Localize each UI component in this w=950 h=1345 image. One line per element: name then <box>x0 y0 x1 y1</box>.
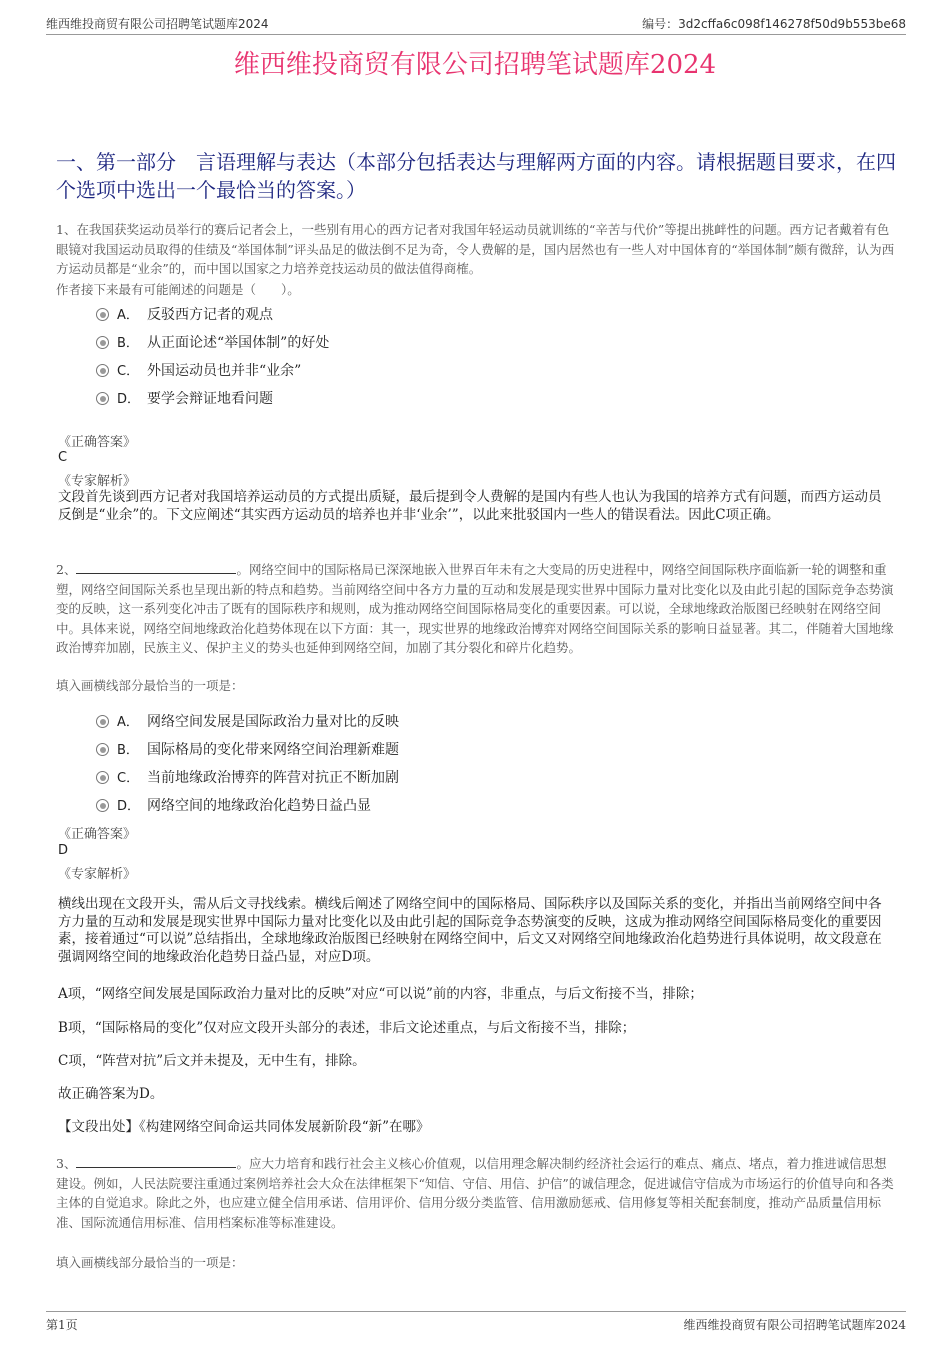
radio-icon[interactable] <box>96 336 109 349</box>
section-heading: 一、第一部分 言语理解与表达（本部分包括表达与理解两方面的内容。请根据题目要求，在四个选项中选出一个最恰当的答案。） <box>56 150 896 202</box>
q2-conclusion: 故正确答案为D。 <box>58 1086 164 1102</box>
q2-option-b[interactable]: B． 国际格局的变化带来网络空间治理新难题 <box>96 739 399 759</box>
q2-question: 填入画横线部分最恰当的一项是： <box>56 678 244 693</box>
q1-answer-label: 《正确答案》 <box>58 435 137 450</box>
q1-question: 作者接下来最有可能阐述的问题是（ ）。 <box>56 282 300 297</box>
q2-source: 【文段出处】《构建网络空间命运共同体发展新阶段“新”在哪》 <box>58 1119 430 1135</box>
footer-title: 维西维投商贸有限公司招聘笔试题库2024 <box>683 1318 906 1332</box>
page-header <box>46 12 906 35</box>
q2-note-a: A项，“网络空间发展是国际政治力量对比的反映”对应“可以说”前的内容，非重点，与后文衔接不当，排除； <box>58 986 703 1002</box>
answer-blank <box>76 561 236 574</box>
q2-stem: 2、 。网络空间中的国际格局已深深地嵌入世界百年未有之大变局的历史进程中，网络空间国际秩序面临新一轮的调整和重塑，网络空间国际关系也呈现出新的特点和趋势。当前网络空间中各方力量的互动和发展是现实世界中国际力量对比变化以及由此引起的国际竞争态势演变的反映，这一系列变化冲击了既有的国际秩序和规则，成为推动网络空间国际格局变化的重要因素。可以说，全球地缘政治版图已经映射在网络空间中。具体来说，网络空间地缘政治化趋势体现在以下方面：其一，现实世界的地缘政治博弈对网络空间国际关系的影响日益显著。其二，伴随着大国地缘政治博弈加剧，民族主义、保护主义的势头也延伸到网络空间，加剧了其分裂化和碎片化趋势。 <box>56 562 894 655</box>
document-title: 维西维投商贸有限公司招聘笔试题库2024 <box>233 50 717 80</box>
q2-option-d[interactable]: D． 网络空间的地缘政治化趋势日益凸显 <box>96 795 371 815</box>
radio-icon[interactable] <box>96 392 109 405</box>
header-left-title: 维西维投商贸有限公司招聘笔试题库2024 <box>46 17 269 31</box>
radio-icon[interactable] <box>96 743 109 756</box>
q2-analysis: 横线出现在文段开头，需从后文寻找线索。横线后阐述了网络空间中的国际格局、国际秩序以及国际关系的变化，并指出当前网络空间中各方力量的互动和发展是现实世界中国际力量对比变化以及由此引起的国际竞争态势演变的反映，这成为推动网络空间国际格局变化的重要因素，接着通过“可以说”总结指出，全球地缘政治版图已经映射在网络空间中，后文又对网络空间地缘政治化趋势进行具体说明，故文段意在强调网络空间的地缘政治化趋势日益凸显，对应D项。 <box>58 896 882 965</box>
q1-analysis: 文段首先谈到西方记者对我国培养运动员的方式提出质疑，最后提到令人费解的是国内有些人也认为我国的培养方式有问题，而西方运动员反倒是“业余”的。下文应阐述“其实西方运动员的培养也并非‘业余’”，以此来批驳国内一些人的错误看法。因此C项正确。 <box>58 489 882 523</box>
q1-option-c[interactable]: C． 外国运动员也并非“业余” <box>96 360 301 380</box>
q2-answer: D <box>58 843 69 858</box>
page-number: 第1页 <box>46 1318 78 1332</box>
q3-question: 填入画横线部分最恰当的一项是： <box>56 1255 244 1270</box>
q2-analysis-label: 《专家解析》 <box>58 867 137 882</box>
q2-option-c[interactable]: C． 当前地缘政治博弈的阵营对抗正不断加剧 <box>96 767 399 787</box>
page-footer <box>46 1311 906 1334</box>
q2-note-b: B项，“国际格局的变化”仅对应文段开头部分的表述，非后文论述重点，与后文衔接不当，排除； <box>58 1020 636 1036</box>
radio-icon[interactable] <box>96 771 109 784</box>
q1-analysis-label: 《专家解析》 <box>58 474 137 489</box>
radio-icon[interactable] <box>96 799 109 812</box>
q1-option-a[interactable]: A． 反驳西方记者的观点 <box>96 304 273 324</box>
q2-option-a[interactable]: A． 网络空间发展是国际政治力量对比的反映 <box>96 711 399 731</box>
q3-stem: 3、 。应大力培育和践行社会主义核心价值观，以信用理念解决制约经济社会运行的难点、痛点、堵点，着力推进诚信思想建设。例如，人民法院要注重通过案例培养社会大众在法律框架下“知信、守信、用信、护信”的诚信理念，促进诚信守信成为市场运行的价值导向和各类主体的自觉追求。除此之外，也应建立健全信用承诺、信用评价、信用分级分类监管、信用激励惩戒、信用修复等相关配套制度，推动产品质量信用标准、国际流通信用标准、信用档案标准等标准建设。 <box>56 1156 894 1230</box>
q2-note-c: C项，“阵营对抗”后文并未提及，无中生有，排除。 <box>58 1053 366 1069</box>
q1-answer: C <box>58 450 68 465</box>
q1-option-b[interactable]: B． 从正面论述“举国体制”的好处 <box>96 332 329 352</box>
q2-answer-label: 《正确答案》 <box>58 827 137 842</box>
answer-blank <box>76 1155 236 1168</box>
header-document-id: 编号：3d2cffa6c098f146278f50d9b553be68 <box>642 17 906 31</box>
q1-option-d[interactable]: D． 要学会辩证地看问题 <box>96 388 273 408</box>
q1-stem: 1、在我国获奖运动员举行的赛后记者会上，一些别有用心的西方记者对我国年轻运动员就训练的“辛苦与代价”等提出挑衅性的问题。西方记者戴着有色眼镜对我国运动员取得的佳绩及“举国体制”评头品足的做法倒不足为奇，令人费解的是，国内居然也有一些人对中国体育的“举国体制”颇有微辞，认为西方运动员都是“业余”的，而中国以国家之力培养竞技运动员的做法值得商榷。 <box>56 222 895 276</box>
radio-icon[interactable] <box>96 308 109 321</box>
radio-icon[interactable] <box>96 364 109 377</box>
radio-icon[interactable] <box>96 715 109 728</box>
